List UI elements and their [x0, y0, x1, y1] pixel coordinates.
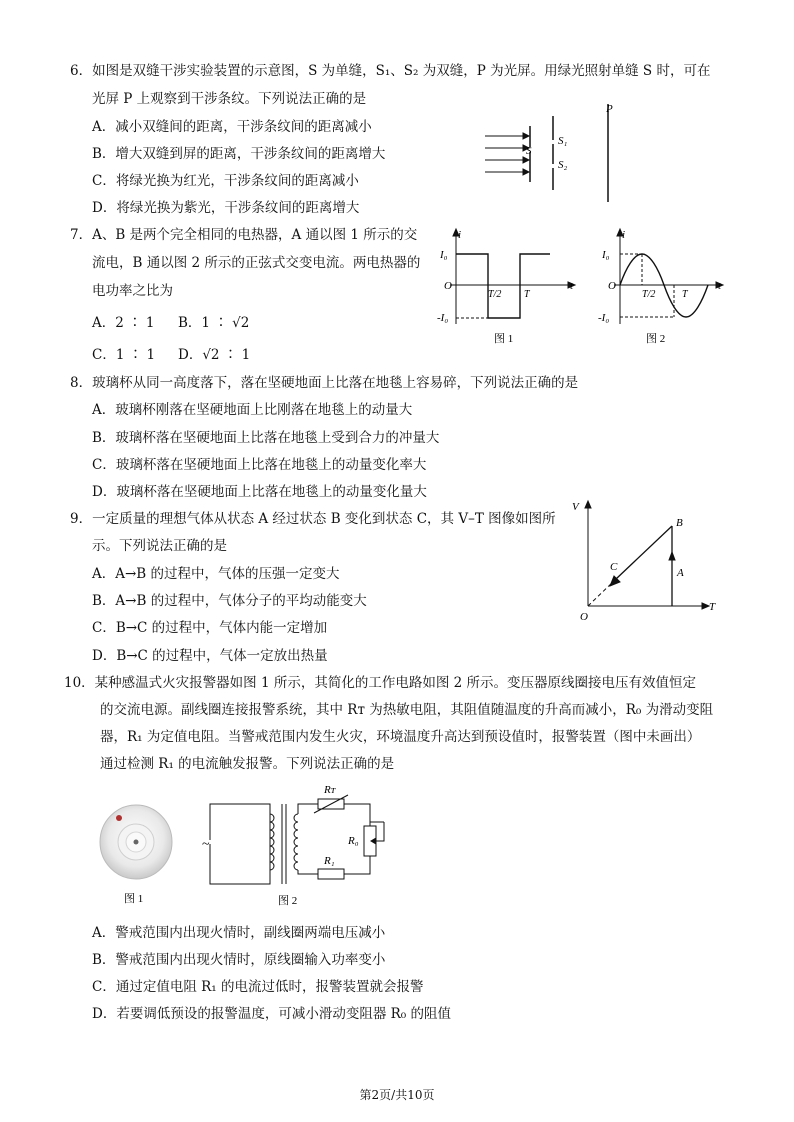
q10-fig1-detector-photo	[96, 800, 176, 910]
q7-fig2-sine-wave	[596, 226, 726, 350]
q10-fig2-circuit	[200, 780, 390, 910]
square-wave-curve	[456, 254, 550, 318]
q9-option-a: A．A→B 的过程中，气体的压强一定变大	[92, 566, 340, 582]
fig2-caption: 图 2	[278, 895, 298, 907]
detector-led	[116, 815, 122, 821]
label-s: S	[526, 145, 532, 157]
q7-option-c: C．1 ∶ 1	[92, 347, 156, 363]
ac-source-symbol: ~	[202, 837, 210, 852]
q9-vt-graph	[566, 494, 726, 626]
wire	[344, 804, 370, 826]
fig2-t-label: t	[718, 280, 722, 292]
arrowhead	[523, 133, 529, 139]
fig1-t-label: t	[570, 280, 574, 292]
q6-stem-line2: 光屏 P 上观察到干涉条纹。下列说法正确的是	[92, 91, 367, 107]
fig1-caption: 图 1	[494, 333, 514, 345]
q9-option-d: D．B→C 的过程中，气体一定放出热量	[92, 648, 328, 664]
q7-stem-line2: 流电，B 通以图 2 所示的正弦式交变电流。两电热器的	[92, 255, 421, 271]
label-p: P	[606, 103, 613, 115]
detector-sensor	[134, 840, 139, 845]
fig1-caption: 图 1	[124, 893, 144, 905]
q10-option-d: D．若要调低预设的报警温度，可减小滑动变阻器 R₀ 的阻值	[92, 1006, 451, 1022]
fig2-period: T	[682, 289, 688, 300]
fig1-origin: O	[444, 280, 452, 292]
q10-stem-line2: 的交流电源。副线圈连接报警系统，其中 Rᴛ 为热敏电阻，其阻值随温度的升高而减小，R₀ 为滑动变阻	[100, 702, 714, 718]
primary-loop	[210, 804, 270, 884]
fig2-negi0-label: -I₀	[598, 312, 610, 324]
q9-stem-line2: 示。下列说法正确的是	[92, 538, 227, 554]
label-r0: R₀	[348, 835, 359, 847]
t-axis-label: T	[709, 601, 716, 613]
q8-option-b: B．玻璃杯落在坚硬地面上比落在地毯上受到合力的冲量大	[92, 430, 440, 446]
q7-stem-line1: 7．A、B 是两个完全相同的电热器，A 通以图 1 所示的交	[70, 227, 418, 243]
thermistor-slash	[314, 795, 348, 813]
fig2-caption: 图 2	[646, 333, 666, 345]
fig2-origin: O	[608, 280, 616, 292]
fig1-half-period: T/2	[488, 289, 502, 300]
q8-option-c: C．玻璃杯落在坚硬地面上比落在地毯上的动量变化率大	[92, 457, 427, 473]
q10-option-b: B．警戒范围内出现火情时，原线圈输入功率变小	[92, 952, 386, 968]
q6-option-d: D．将绿光换为紫光，干涉条纹间的距离增大	[92, 200, 360, 216]
line-bc	[616, 526, 672, 579]
arrowhead	[585, 501, 591, 508]
label-rt: Rᴛ	[324, 784, 335, 796]
q9-option-c: C．B→C 的过程中，气体内能一定增加	[92, 620, 328, 636]
fig1-period: T	[524, 289, 530, 300]
fig2-i0-label: I₀	[602, 249, 610, 261]
primary-coil	[270, 814, 274, 870]
q10-option-a: A．警戒范围内出现火情时，副线圈两端电压减小	[92, 925, 386, 941]
q8-option-a: A．玻璃杯刚落在坚硬地面上比刚落在地毯上的动量大	[92, 402, 413, 418]
label-r1: R₁	[324, 855, 335, 867]
q7-option-d: D．√2 ∶ 1	[178, 347, 251, 363]
q6-double-slit-diagram	[475, 98, 625, 208]
q7-stem-line3: 电功率之比为	[92, 283, 173, 299]
q7-option-a: A．2 ∶ 1	[92, 315, 155, 331]
v-axis-label: V	[572, 501, 579, 513]
wire	[344, 856, 370, 874]
slider-arrow	[371, 838, 376, 844]
origin-label: O	[580, 611, 588, 623]
q10-stem-line3: 器，R₁ 为定值电阻。当警戒范围内发生火灾，环境温度升高达到预设值时，报警装置（图中未画出）	[100, 729, 701, 745]
q6-option-a: A．减小双缝间的距离，干涉条纹间的距离减小	[92, 119, 372, 135]
q6-option-b: B．增大双缝到屏的距离，干涉条纹间的距离增大	[92, 146, 386, 162]
q6-option-c: C．将绿光换为红光，干涉条纹间的距离减小	[92, 173, 359, 189]
q8-option-d: D．玻璃杯落在坚硬地面上比落在地毯上的动量变化量大	[92, 484, 427, 500]
arrowhead	[523, 157, 529, 163]
q7-fig1-square-wave	[432, 226, 580, 350]
arrowhead	[702, 603, 709, 609]
fig1-i-label: i	[458, 229, 462, 241]
q9-option-b: B．A→B 的过程中，气体分子的平均动能变大	[92, 593, 367, 609]
q8-stem: 8．玻璃杯从同一高度落下，落在坚硬地面上比落在地毯上容易碎，下列说法正确的是	[70, 375, 579, 391]
q10-option-c: C．通过定值电阻 R₁ 的电流过低时，报警装置就会报警	[92, 979, 424, 995]
q10-stem-line4: 通过检测 R₁ 的电流触发报警。下列说法正确的是	[100, 756, 395, 772]
point-c-label: C	[610, 561, 618, 573]
resistor-r1	[318, 869, 344, 879]
page-footer: 第2页/共10页	[359, 1088, 435, 1102]
rheostat-slider	[376, 822, 384, 841]
fig2-half-period: T/2	[642, 289, 656, 300]
label-s1: S₁	[558, 135, 568, 147]
q10-stem-line1: 10．某种感温式火灾报警器如图 1 所示，其简化的工作电路如图 2 所示。变压器原线圈接电压有效值恒定	[64, 675, 697, 691]
q9-stem-line1: 9．一定质量的理想气体从状态 A 经过状态 B 变化到状态 C，其 V–T 图像如图所	[70, 511, 556, 527]
fig1-i0-label: I₀	[440, 249, 448, 261]
secondary-coil	[294, 814, 298, 870]
wire	[298, 870, 318, 874]
label-s2: S₂	[558, 159, 568, 171]
fig2-i-label: i	[622, 229, 626, 241]
point-a-label: A	[677, 567, 684, 579]
q7-option-b: B．1 ∶ √2	[178, 315, 250, 331]
fig1-negi0-label: -I₀	[437, 312, 449, 324]
q6-stem-line1: 6．如图是双缝干涉实验装置的示意图，S 为单缝，S₁、S₂ 为双缝，P 为光屏。用绿光照射单缝 S 时，可在	[70, 63, 711, 79]
arrowhead	[523, 169, 529, 175]
point-b-label: B	[676, 517, 683, 529]
